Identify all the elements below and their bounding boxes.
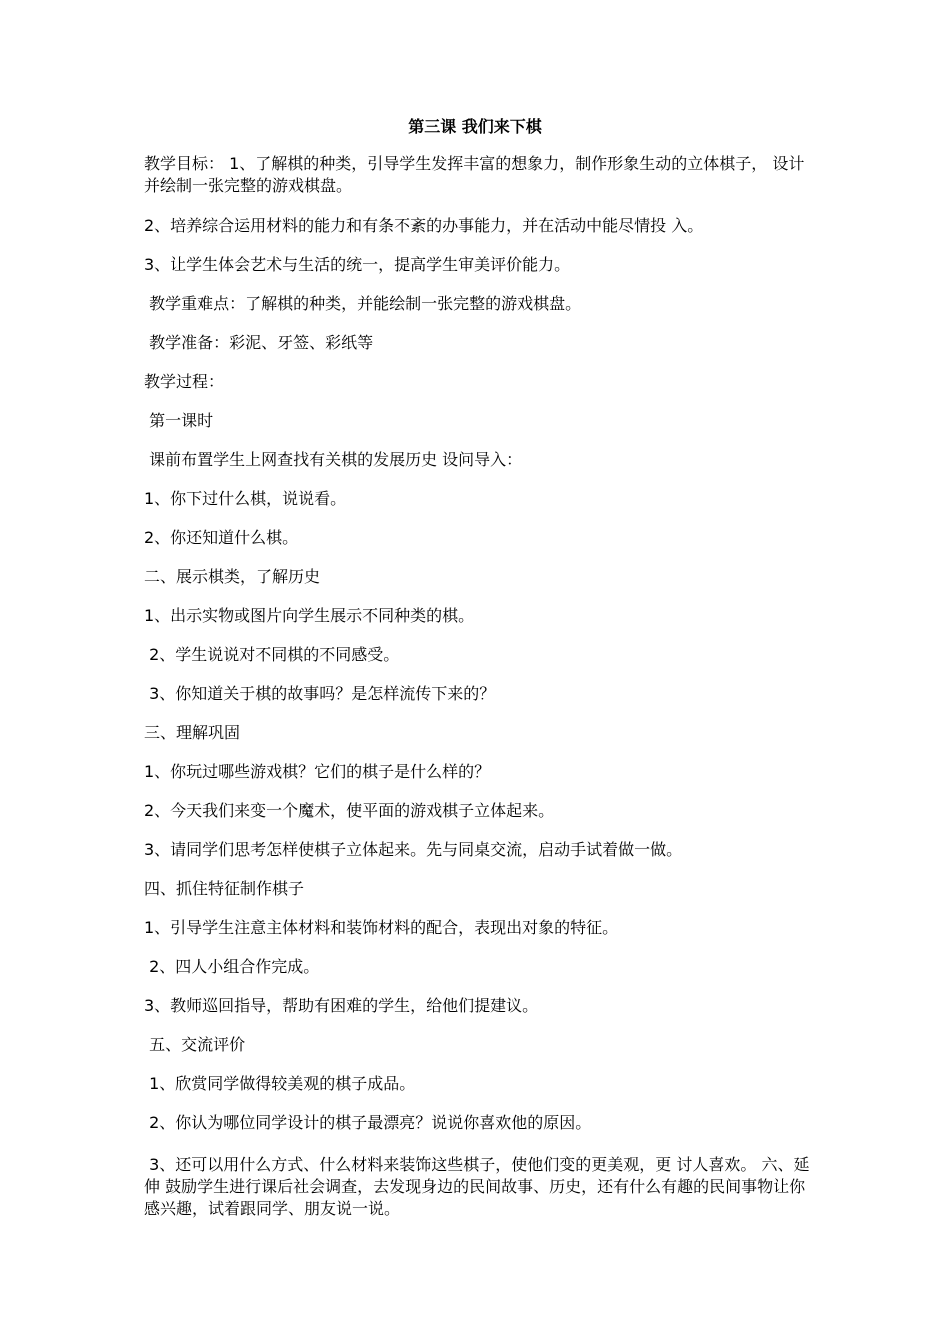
pre-class-paragraph: 课前布置学生上网查找有关棋的发展历史 设问导入：: [144, 450, 523, 469]
lesson-title: 第三课 我们来下棋: [408, 117, 542, 136]
intro-question-2: 2、你还知道什么棋。: [144, 528, 299, 547]
section-2-heading: 二、展示棋类，了解历史: [144, 567, 321, 586]
section-4-item-3: 3、教师巡回指导，帮助有困难的学生，给他们提建议。: [144, 996, 539, 1015]
section-3-item-3: 3、请同学们思考怎样使棋子立体起来。先与同桌交流，启动手试着做一做。: [144, 840, 683, 859]
section-5-item-3-and-extension: 3、还可以用什么方式、什么材料来装饰这些棋子，使他们变的更美观，更 讨人喜欢。 六、延伸 鼓励学生进行课后社会调查，去发现身边的民间故事、历史，还有什么有趣的民间事物让你感兴趣，试着跟同学、朋友说一说。: [144, 1155, 810, 1218]
teaching-preparation-paragraph: 教学准备：彩泥、牙签、彩纸等: [144, 333, 374, 352]
section-4-heading: 四、抓住特征制作棋子: [144, 879, 305, 898]
section-3-item-1: 1、你玩过哪些游戏棋？它们的棋子是什么样的？: [144, 762, 491, 781]
section-4-item-2: 2、四人小组合作完成。: [144, 957, 320, 976]
teaching-process-heading: 教学过程：: [144, 372, 225, 391]
intro-question-1: 1、你下过什么棋，说说看。: [144, 489, 347, 508]
section-3-heading: 三、理解巩固: [144, 723, 241, 742]
section-4-item-1: 1、引导学生注意主体材料和装饰材料的配合，表现出对象的特征。: [144, 918, 619, 937]
section-2-item-1: 1、出示实物或图片向学生展示不同种类的棋。: [144, 606, 475, 625]
objective-item-3: 3、让学生体会艺术与生活的统一，提高学生审美评价能力。: [144, 255, 571, 274]
section-5-item-2: 2、你认为哪位同学设计的棋子最漂亮？说说你喜欢他的原因。: [144, 1113, 592, 1132]
objective-item-2: 2、培养综合运用材料的能力和有条不紊的办事能力，并在活动中能尽情投 入。: [144, 216, 704, 235]
section-2-item-3: 3、你知道关于棋的故事吗？是怎样流传下来的？: [144, 684, 496, 703]
teaching-objectives-paragraph: 教学目标： 1、了解棋的种类，引导学生发挥丰富的想象力，制作形象生动的立体棋子， 设计并绘制一张完整的游戏棋盘。: [144, 154, 805, 195]
key-difficulty-paragraph: 教学重难点：了解棋的种类，并能绘制一张完整的游戏棋盘。: [144, 294, 582, 313]
section-5-heading: 五、交流评价: [144, 1035, 246, 1054]
section-5-item-1: 1、欣赏同学做得较美观的棋子成品。: [144, 1074, 416, 1093]
section-2-item-2: 2、学生说说对不同棋的不同感受。: [144, 645, 400, 664]
section-3-item-2: 2、今天我们来变一个魔术，使平面的游戏棋子立体起来。: [144, 801, 555, 820]
first-lesson-heading: 第一课时: [144, 411, 214, 430]
